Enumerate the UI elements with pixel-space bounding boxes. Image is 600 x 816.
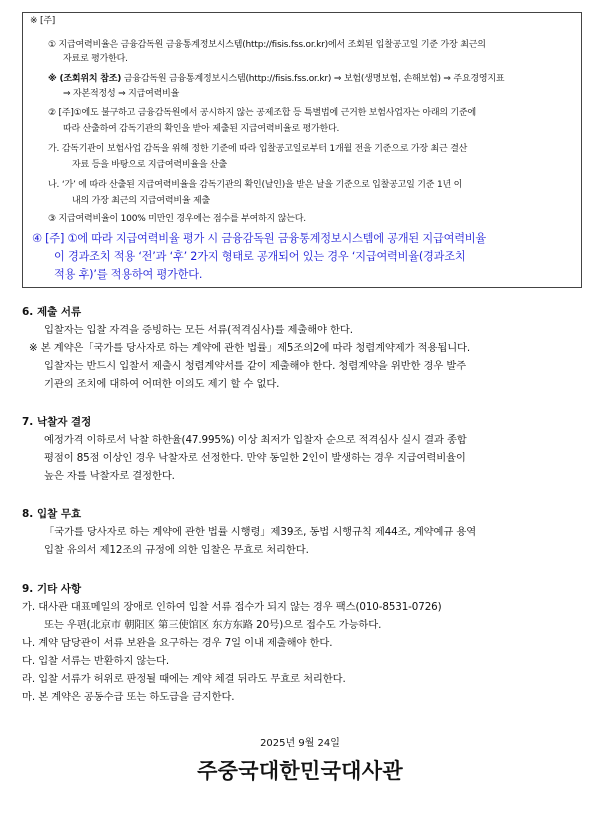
notice-highlight-line-2: 이 경과조치 적용 ‘전’과 ‘후’ 2가지 형태로 공개되어 있는 경우 ‘지급여력비율(경과조치 bbox=[54, 250, 466, 263]
lookup-path: 금융감독원 금융통계정보시스템(http://fisis.fss.or.kr) ⇒ 보험(생명보험, 손해보험) ⇒ 주요경영지표 bbox=[121, 74, 505, 84]
issuing-organization: 주중국대한민국대사관 bbox=[197, 759, 403, 783]
section-title-submission: 6. 제출 서류 bbox=[22, 306, 82, 318]
notice-item-2-na: 나. ‘가’ 에 따라 산출된 지급여력비율을 감독기관의 확인(날인)을 받은 날을 기준으로 입찰공고일 기준 1년 이 bbox=[48, 180, 463, 190]
notice-item-2-cont: 따라 산출하여 감독기관의 확인을 받아 제출된 지급여력비율로 평가한다. bbox=[63, 124, 340, 134]
section-8-line-1: 「국가를 당사자로 하는 계약에 관한 법률 시행령」제39조, 동법 시행규칙 제44조, 계약예규 용역 bbox=[44, 526, 477, 538]
section-9-line-6: 마. 본 계약은 공동수급 또는 하도급을 금지한다. bbox=[22, 691, 235, 703]
section-9-line-5: 라. 입찰 서류가 허위로 판정될 때에는 계약 체결 뒤라도 무효로 처리한다. bbox=[22, 673, 346, 685]
section-7-line-3: 높은 자를 낙찰자로 결정한다. bbox=[44, 470, 175, 482]
notice-item-1-cont: 자료로 평가한다. bbox=[63, 54, 128, 64]
section-6-line-1: 입찰자는 입찰 자격을 증빙하는 모든 서류(적격심사)를 제출해야 한다. bbox=[44, 324, 353, 336]
section-9-line-2: 또는 우편(北京市 朝阳区 第三使馆区 东方东路 20号)으로 접수도 가능하다. bbox=[44, 619, 382, 631]
lookup-path-cont: ⇒ 자본적정성 ⇒ 지급여력비율 bbox=[63, 89, 180, 99]
section-7-line-2: 평점이 85점 이상인 경우 낙찰자로 선정한다. 만약 동일한 2인이 발생하는 경우 지급여력비율이 bbox=[44, 452, 466, 464]
notice-highlight-line-3: 적용 후)’를 적용하여 평가한다. bbox=[54, 268, 203, 281]
section-title-winner: 7. 낙찰자 결정 bbox=[22, 416, 92, 428]
section-9-line-1: 가. 대사관 대표메일의 장애로 인하여 입찰 서류 접수가 되지 않는 경우 팩스(010-8531-0726) bbox=[22, 601, 442, 613]
notice-lookup-note bbox=[48, 72, 504, 86]
section-title-other: 9. 기타 사항 bbox=[22, 583, 82, 595]
section-6-line-4: 기관의 조치에 대하여 어떠한 이의도 제기 할 수 없다. bbox=[44, 378, 280, 390]
notice-header: ※ [주] bbox=[30, 16, 56, 26]
document-date: 2025년 9월 24일 bbox=[260, 738, 340, 749]
notice-item-2: ② [주]①에도 불구하고 금융감독원에서 공시하지 않는 공제조합 등 특별법에 근거한 보험사업자는 아래의 기준에 bbox=[48, 108, 477, 118]
section-9-line-3: 나. 계약 담당관이 서류 보완을 요구하는 경우 7일 이내 제출해야 한다. bbox=[22, 637, 333, 649]
section-8-line-2: 입찰 유의서 제12조의 규정에 의한 입찰은 무효로 처리한다. bbox=[44, 544, 309, 556]
notice-highlight-line-1: ④ [주] ①에 따라 지급여력비율 평가 시 금융감독원 금융통계정보시스템에 공개된 지급여력비율 bbox=[32, 232, 487, 245]
lookup-label: ※ (조회위치 참조) bbox=[48, 74, 122, 84]
section-9-line-4: 다. 입찰 서류는 반환하지 않는다. bbox=[22, 655, 170, 667]
notice-item-3: ③ 지급여력비율이 100% 미만인 경우에는 점수를 부여하지 않는다. bbox=[48, 214, 306, 224]
section-6-line-3: 입찰자는 반드시 입찰서 제출시 청렴계약서를 같이 제출해야 한다. 청렴계약을 위반한 경우 발주 bbox=[44, 360, 467, 372]
notice-item-2-ga-cont: 자료 등을 바탕으로 지급여력비율을 산출 bbox=[72, 160, 228, 170]
notice-item-2-ga: 가. 감독기관이 보험사업 감독을 위해 정한 기준에 따라 입찰공고일로부터 1개월 전을 기준으로 가장 최근 결산 bbox=[48, 144, 468, 154]
notice-item-2-na-cont: 내의 가장 최근의 지급여력비율 제출 bbox=[72, 196, 211, 206]
section-7-line-1: 예정가격 이하로서 낙찰 하한율(47.995%) 이상 최저가 입찰자 순으로 적격심사 실시 결과 종합 bbox=[44, 434, 467, 446]
notice-item-1: ① 지급여력비율은 금융감독원 금융통계정보시스템(http://fisis.fss.or.kr)에서 조회된 입찰공고일 기준 가장 최근의 bbox=[48, 40, 486, 50]
section-title-invalid: 8. 입찰 무효 bbox=[22, 508, 82, 520]
section-6-line-2: ※ 본 계약은「국가를 당사자로 하는 계약에 관한 법률」제5조의2에 따라 청렴계약제가 적용됩니다. bbox=[29, 342, 471, 354]
